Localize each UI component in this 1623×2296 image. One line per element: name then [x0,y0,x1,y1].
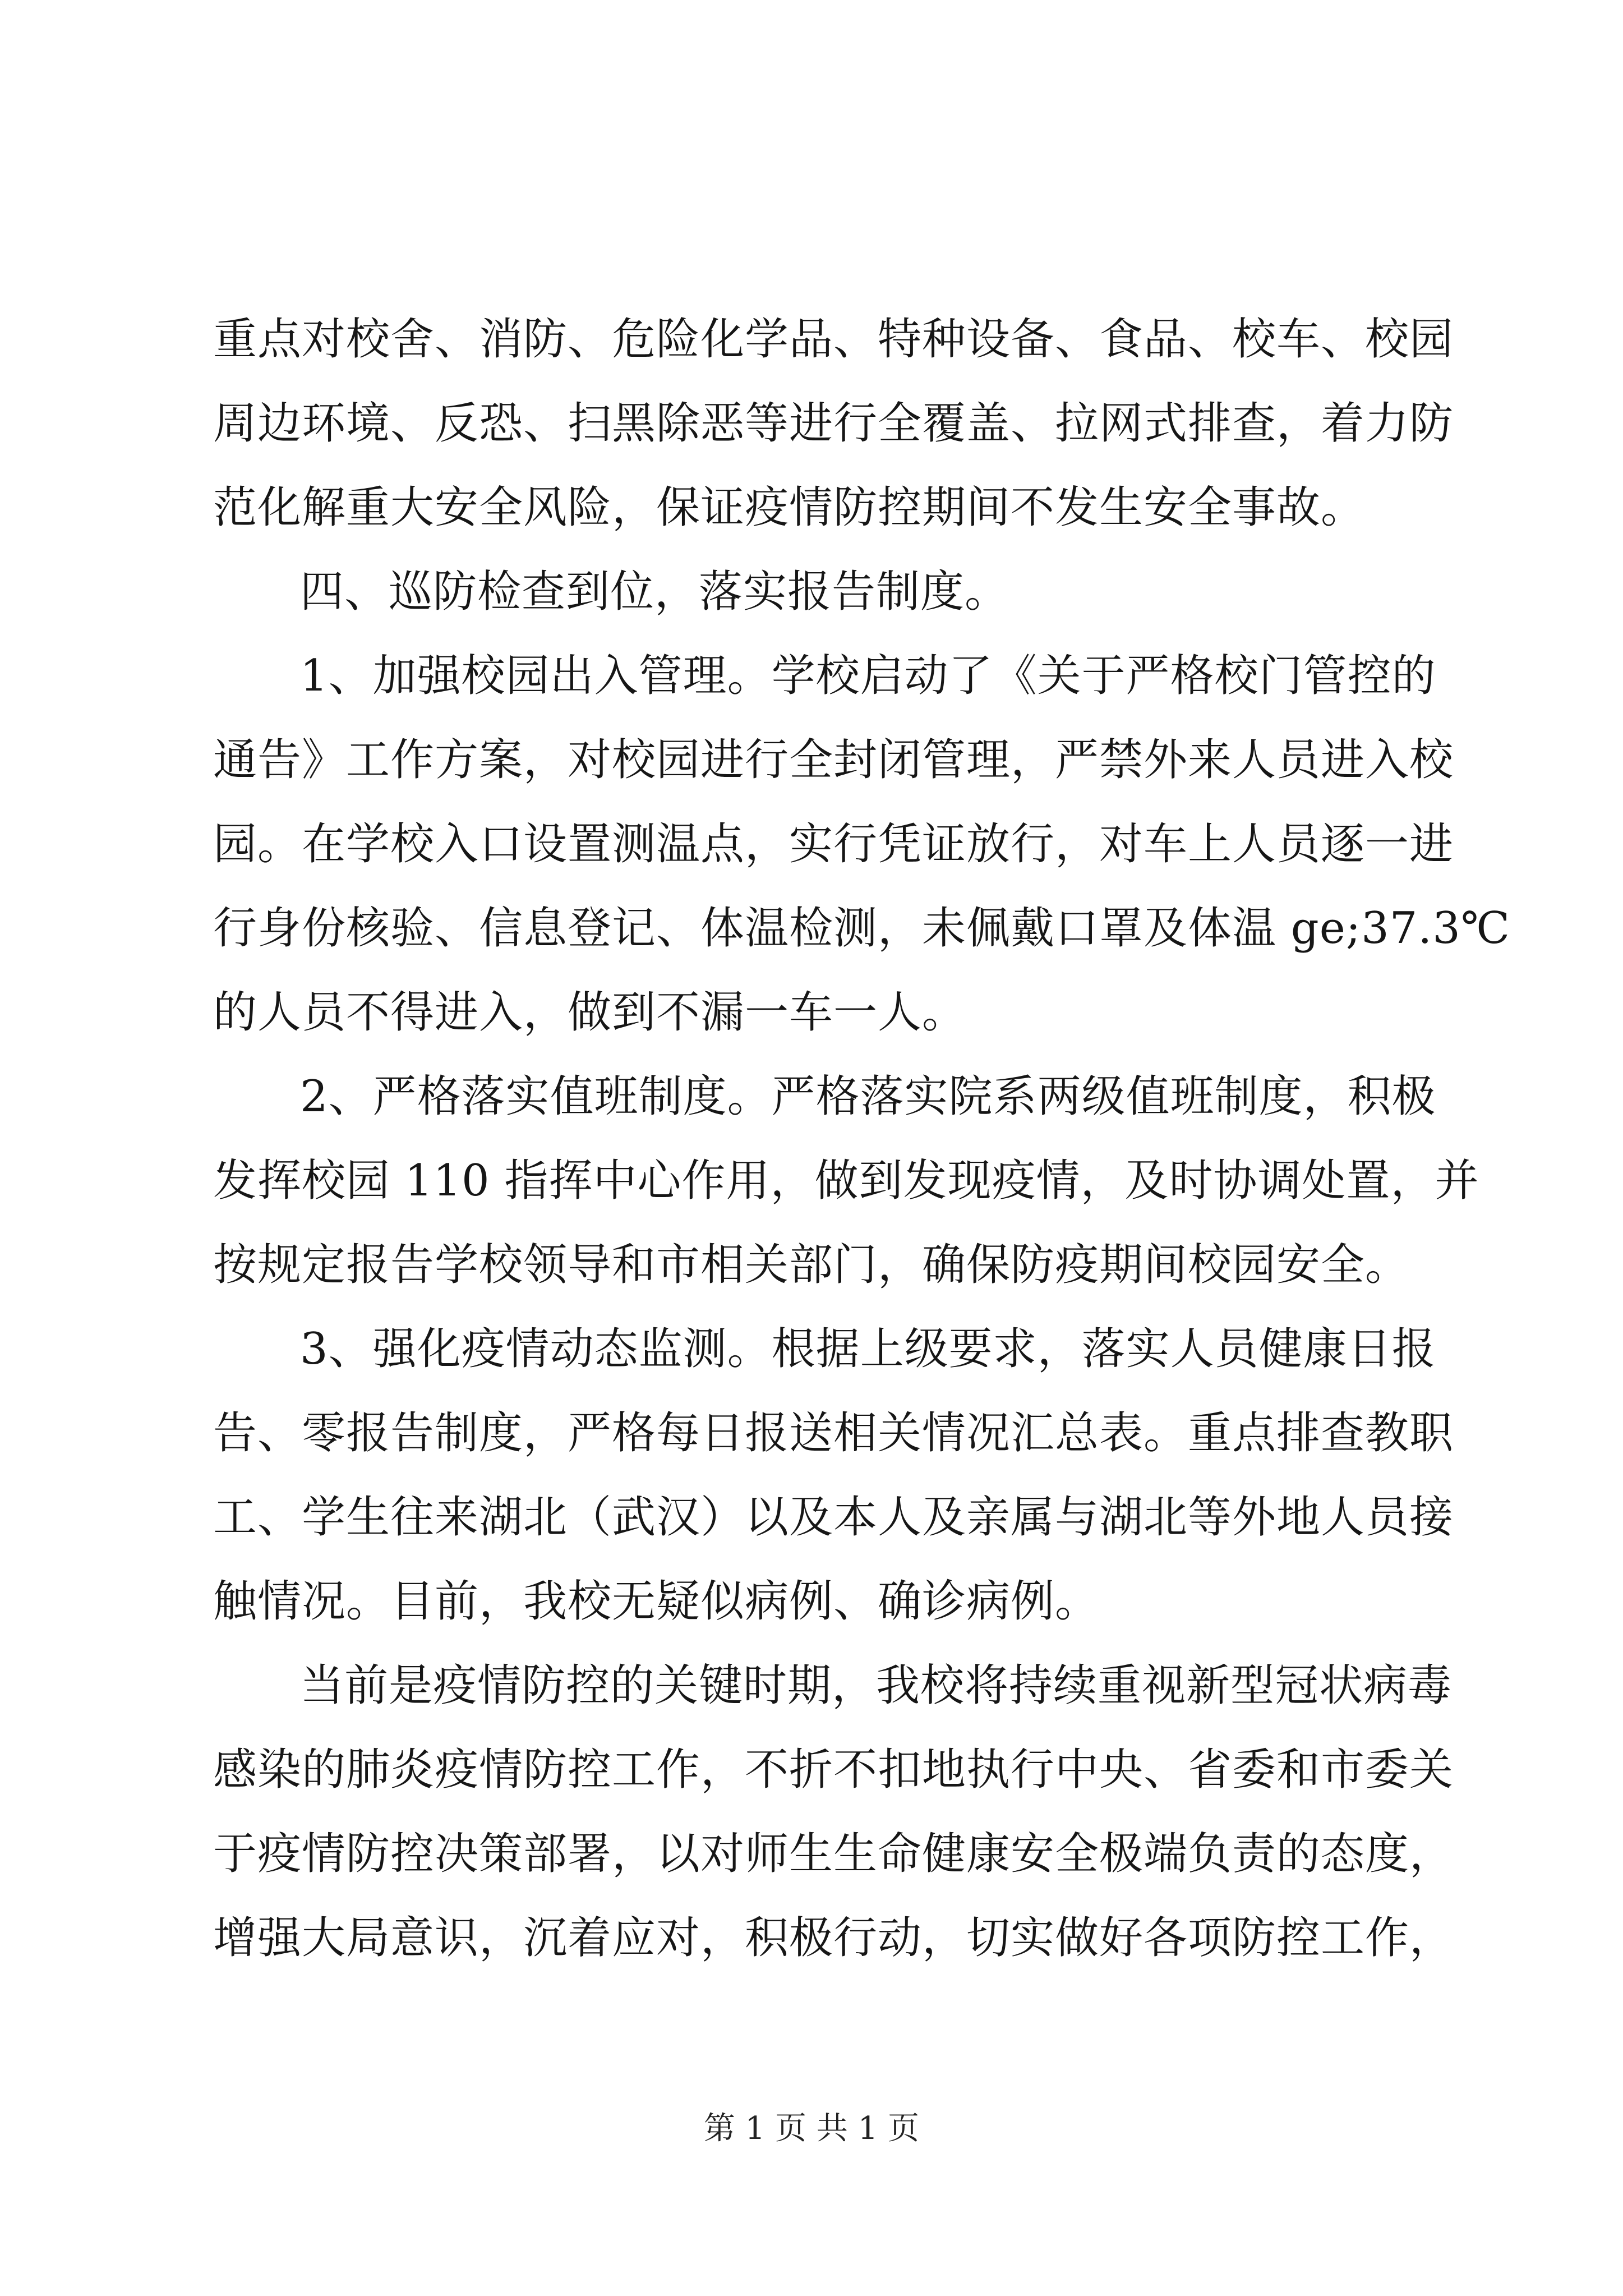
text-line-content: 于疫情防控决策部署，以对师生生命健康安全极端负责的态度， [213,1829,1454,1879]
text-line [0,1055,1623,1139]
text-line [0,1644,1623,1728]
text-line-content: 周边环境、反恐、扫黑除恶等进行全覆盖、拉网式排查，着力防 [213,398,1454,449]
text-line-content: 3、强化疫情动态监测。根据上级要求，落实人员健康日报 [300,1324,1436,1374]
text-line [0,718,1623,802]
text-line [0,1307,1623,1391]
text-line [0,297,1623,381]
text-line [0,970,1623,1055]
text-line [0,1475,1623,1559]
text-line [0,634,1623,718]
text-line [0,886,1623,970]
text-line-content: 四、巡防检查到位，落实报告制度。 [300,567,1009,617]
text-line-content: 触情况。目前，我校无疑似病例、确诊病例。 [213,1576,1100,1627]
text-line-content: 告、零报告制度，严格每日报送相关情况汇总表。重点排查教职 [213,1408,1454,1458]
text-line [0,1223,1623,1307]
text-line [0,802,1623,886]
text-line-content: 增强大局意识，沉着应对，积极行动，切实做好各项防控工作， [213,1913,1454,1963]
text-line-content: 工、学生往来湖北（武汉）以及本人及亲属与湖北等外地人员接 [213,1492,1454,1543]
text-line-content: 按规定报告学校领导和市相关部门，确保防疫期间校园安全。 [213,1240,1410,1290]
text-line-content: 行身份核验、信息登记、体温检测，未佩戴口罩及体温 ge;37.3℃ [213,903,1511,954]
text-line-content: 1、加强校园出入管理。学校启动了《关于严格校门管控的 [300,651,1436,701]
text-line-content: 通告》工作方案，对校园进行全封闭管理，严禁外来人员进入校 [213,735,1454,785]
text-line-content: 园。在学校入口设置测温点，实行凭证放行，对车上人员逐一进 [213,819,1454,869]
text-line-content: 的人员不得进入，做到不漏一车一人。 [213,987,967,1038]
text-line [0,381,1623,466]
text-line [0,1728,1623,1812]
text-line [0,466,1623,550]
text-line-content: 发挥校园 110 指挥中心作用，做到发现疫情，及时协调处置，并 [213,1156,1479,1206]
text-line-content: 感染的肺炎疫情防控工作，不折不扣地执行中央、省委和市委关 [213,1745,1454,1795]
text-line [0,1139,1623,1223]
page-footer: 第 1 页 共 1 页 [703,2110,920,2147]
text-line [0,1812,1623,1896]
section-heading [0,550,1623,634]
text-line [0,1391,1623,1475]
text-line [0,1896,1623,1980]
text-line [0,1559,1623,1644]
text-line-content: 重点对校舍、消防、危险化学品、特种设备、食品、校车、校园 [213,314,1454,365]
text-line-content: 2、严格落实值班制度。严格落实院系两级值班制度，积极 [300,1071,1436,1122]
text-line-content: 范化解重大安全风险，保证疫情防控期间不发生安全事故。 [213,482,1366,533]
text-line-content: 当前是疫情防控的关键时期，我校将持续重视新型冠状病毒 [300,1660,1453,1711]
